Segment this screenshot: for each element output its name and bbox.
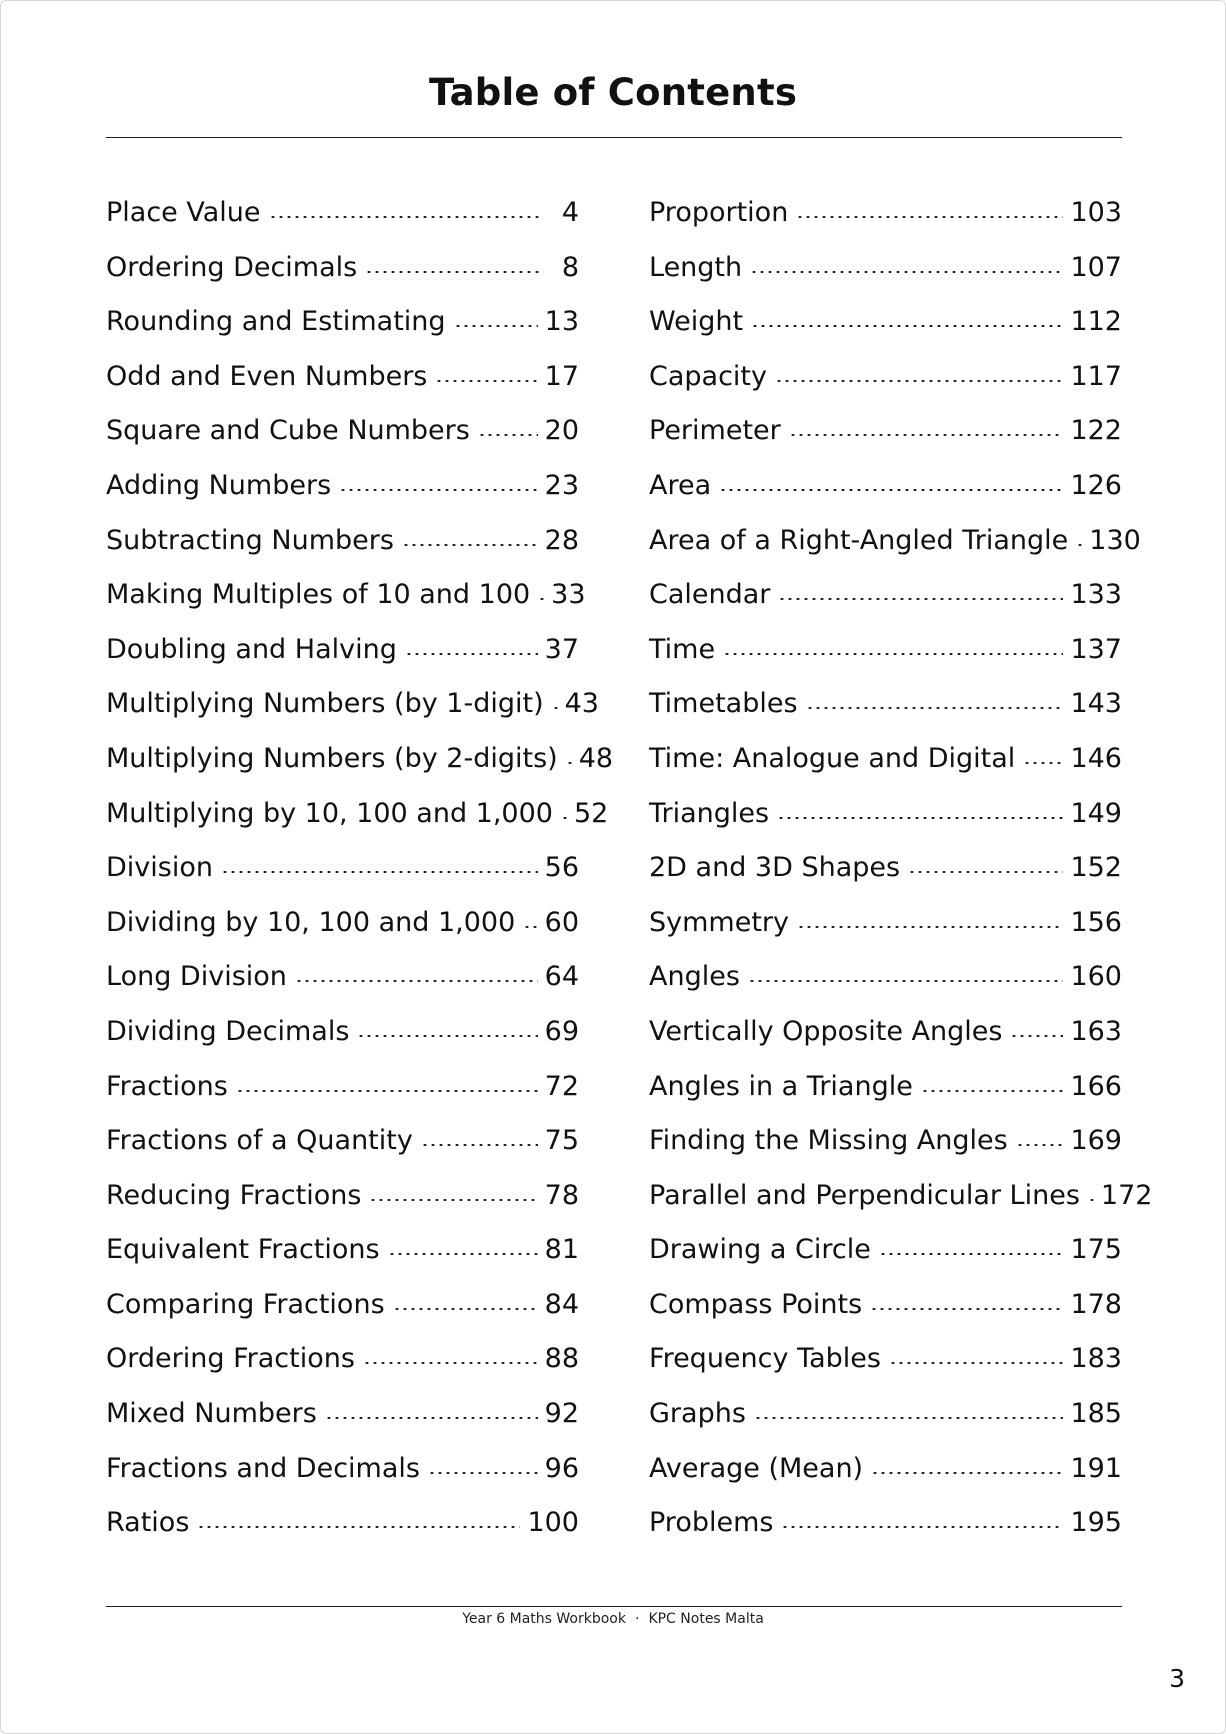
toc-entry-title: Time: Analogue and Digital [649, 742, 1016, 774]
toc-entry-page-number: 17 [544, 360, 579, 392]
toc-entry-page-number: 33 [551, 579, 586, 611]
toc-entry [106, 896, 579, 951]
toc-entry-title: Doubling and Halving [106, 633, 397, 665]
dot-leader [295, 980, 538, 982]
toc-entry [649, 1114, 1122, 1169]
dot-leader [221, 871, 538, 873]
toc-entry-page-number: 81 [544, 1234, 579, 1266]
toc-entry [649, 787, 1122, 842]
dot-leader [921, 1090, 1064, 1092]
dot-leader [369, 1199, 537, 1201]
toc-entry-page-number: 183 [1070, 1343, 1122, 1375]
dot-leader [388, 1253, 538, 1255]
toc-entry-page-number: 117 [1070, 360, 1122, 392]
dot-leader [750, 271, 1063, 273]
toc-entry-title: Ratios [106, 1507, 190, 1539]
dot-leader [789, 434, 1064, 436]
toc-entry-title: Calendar [649, 579, 771, 611]
dot-leader [552, 707, 558, 709]
toc-entry [106, 732, 614, 787]
dot-leader [454, 325, 538, 327]
toc-entry [106, 1060, 579, 1115]
toc-entry-title: Symmetry [649, 906, 789, 938]
toc-entry [106, 295, 579, 350]
toc-entry [649, 1060, 1122, 1115]
toc-entry [106, 514, 579, 569]
dot-leader [421, 1144, 538, 1146]
toc-entry-title: Adding Numbers [106, 469, 332, 501]
toc-entry-page-number: 88 [544, 1343, 579, 1375]
toc-entry-page-number: 160 [1070, 961, 1122, 993]
toc-entry-page-number: 172 [1100, 1179, 1153, 1211]
page-title: Table of Contents [428, 71, 798, 114]
dot-leader [402, 544, 538, 546]
dot-leader [435, 380, 537, 382]
dot-leader [357, 1035, 537, 1037]
toc-entry-page-number: 20 [544, 415, 579, 447]
toc-entry-page-number: 37 [544, 633, 579, 665]
dot-leader [197, 1526, 520, 1528]
toc-entry [106, 623, 579, 678]
dot-leader [1016, 1144, 1064, 1146]
toc-entry [649, 1332, 1122, 1387]
toc-entry-page-number: 152 [1070, 852, 1122, 884]
toc-left-column [106, 186, 614, 1551]
toc-entry-page-number: 195 [1070, 1507, 1122, 1539]
toc-entry-title: Parallel and Perpendicular Lines [649, 1179, 1080, 1211]
toc-entry-page-number: 107 [1070, 251, 1122, 283]
dot-leader [393, 1308, 538, 1310]
title-divider [106, 137, 1122, 138]
toc-entry-title: Length [649, 251, 743, 283]
toc-entry-page-number: 133 [1070, 579, 1122, 611]
toc-entry-title: Vertically Opposite Angles [649, 1015, 1003, 1047]
toc-entry [649, 186, 1122, 241]
dot-leader [363, 1362, 538, 1364]
toc-entry-page-number: 8 [561, 251, 579, 283]
dot-leader [889, 1362, 1064, 1364]
dot-leader [1088, 1199, 1094, 1201]
toc-entry-page-number: 143 [1070, 688, 1122, 720]
toc-entry [649, 1496, 1122, 1551]
toc-entry-page-number: 100 [527, 1507, 579, 1539]
toc-right-column [649, 186, 1153, 1551]
toc-entry-title: Capacity [649, 360, 767, 392]
toc-entry-title: Equivalent Fractions [106, 1234, 380, 1266]
toc-entry [106, 459, 579, 514]
toc-entry-page-number: 175 [1070, 1234, 1122, 1266]
toc-entry-page-number: 137 [1070, 633, 1122, 665]
toc-entry [649, 568, 1122, 623]
toc-entry-page-number: 191 [1070, 1452, 1122, 1484]
toc-entry [649, 623, 1122, 678]
dot-leader [723, 653, 1063, 655]
toc-entry-page-number: 166 [1070, 1070, 1122, 1102]
toc-entry [106, 1114, 579, 1169]
toc-entry-title: Odd and Even Numbers [106, 360, 428, 392]
toc-entry [649, 841, 1122, 896]
toc-entry-title: Problems [649, 1507, 774, 1539]
toc-entry [649, 241, 1122, 296]
dot-leader [325, 1417, 538, 1419]
toc-entry-title: Drawing a Circle [649, 1234, 871, 1266]
toc-entry-page-number: 126 [1070, 469, 1122, 501]
toc-entry [106, 841, 579, 896]
toc-entry-page-number: 78 [544, 1179, 579, 1211]
dot-leader [405, 653, 538, 655]
toc-entry-page-number: 75 [544, 1125, 579, 1157]
toc-entry [649, 950, 1122, 1005]
page-footer [1, 1608, 1225, 1630]
toc-entry-title: Area of a Right-Angled Triangle [649, 524, 1069, 556]
toc-entry-page-number: 146 [1070, 742, 1122, 774]
dot-leader [269, 216, 540, 218]
toc-entry [106, 568, 586, 623]
toc-entry [649, 896, 1122, 951]
dot-leader [751, 325, 1063, 327]
dot-leader [754, 1417, 1064, 1419]
dot-leader [871, 1472, 1063, 1474]
toc-entry-page-number: 84 [544, 1288, 579, 1320]
toc-entry [649, 1223, 1122, 1278]
toc-entry [106, 787, 609, 842]
dot-leader [719, 489, 1063, 491]
toc-entry-title: Proportion [649, 197, 789, 228]
toc-entry-page-number: 48 [578, 742, 614, 774]
dot-leader [777, 817, 1063, 819]
toc-entry-title: Rounding and Estimating [106, 306, 446, 338]
toc-entry [649, 295, 1122, 350]
dot-leader [236, 1090, 538, 1092]
toc-entry-title: Comparing Fractions [106, 1288, 385, 1320]
toc-entry-page-number: 13 [544, 306, 579, 338]
toc-entry-page-number: 23 [544, 469, 579, 501]
toc-entry-title: Angles in a Triangle [649, 1070, 913, 1102]
toc-entry-title: Multiplying Numbers (by 1-digit) [106, 688, 544, 720]
toc-entry-page-number: 43 [564, 688, 599, 720]
toc-entry-page-number: 156 [1070, 906, 1122, 938]
toc-entry-page-number: 122 [1070, 415, 1122, 447]
dot-leader [523, 926, 537, 928]
toc-entry [649, 1278, 1122, 1333]
footer-book-title: Year 6 Maths Workbook [462, 1611, 626, 1627]
toc-entry [106, 1005, 579, 1060]
toc-entry [649, 459, 1122, 514]
toc-entry [649, 1005, 1122, 1060]
footer-divider [106, 1606, 1122, 1607]
toc-entry-title: Triangles [649, 797, 770, 829]
toc-entry-title: Fractions [106, 1070, 228, 1102]
toc-entry [649, 1387, 1122, 1442]
toc-entry-page-number: 28 [544, 524, 579, 556]
dot-leader [428, 1472, 538, 1474]
toc-entry-page-number: 4 [561, 197, 579, 228]
toc-entry [106, 1169, 579, 1224]
toc-entry-title: Mixed Numbers [106, 1398, 317, 1430]
dot-leader [879, 1253, 1064, 1255]
toc-entry-title: Finding the Missing Angles [649, 1125, 1008, 1157]
dot-leader [561, 817, 567, 819]
dot-leader [748, 980, 1064, 982]
toc-entry-page-number: 69 [544, 1015, 579, 1047]
toc-entry-page-number: 130 [1089, 524, 1141, 556]
toc-entry [106, 1332, 579, 1387]
toc-entry-title: Division [106, 852, 213, 884]
toc-entry-title: Multiplying by 10, 100 and 1,000 [106, 797, 553, 829]
toc-entry-page-number: 52 [573, 797, 609, 829]
toc-entry-page-number: 72 [544, 1070, 579, 1102]
footer-publisher: KPC Notes Malta [648, 1611, 764, 1627]
toc-entry [649, 1169, 1153, 1224]
toc-entry [106, 950, 579, 1005]
toc-entry [106, 404, 579, 459]
toc-entry-title: Making Multiples of 10 and 100 [106, 579, 531, 611]
toc-entry-title: Long Division [106, 961, 287, 993]
toc-entry-page-number: 56 [544, 852, 579, 884]
dot-leader [1010, 1035, 1063, 1037]
dot-leader [478, 434, 538, 436]
toc-entry-page-number: 185 [1070, 1398, 1122, 1430]
dot-leader [1023, 762, 1063, 764]
dot-leader [796, 216, 1063, 218]
toc-entry-title: Square and Cube Numbers [106, 415, 470, 447]
toc-entry-title: Dividing Decimals [106, 1015, 350, 1047]
dot-leader [775, 380, 1063, 382]
toc-entry-title: Fractions and Decimals [106, 1452, 420, 1484]
toc-entry [649, 350, 1122, 405]
toc-entry-page-number: 178 [1070, 1288, 1122, 1320]
toc-entry-page-number: 112 [1070, 306, 1122, 338]
toc-entry-title: Compass Points [649, 1288, 863, 1320]
toc-entry-title: Place Value [106, 197, 261, 228]
toc-entry-title: Angles [649, 961, 740, 993]
page-number: 3 [1169, 1664, 1185, 1693]
dot-leader [1076, 544, 1082, 546]
toc-entry-title: Multiplying Numbers (by 2-digits) [106, 742, 558, 774]
toc-entry-title: Perimeter [649, 415, 781, 447]
toc-entry-title: Fractions of a Quantity [106, 1125, 413, 1157]
dot-leader [339, 489, 538, 491]
toc-entry-title: Ordering Decimals [106, 251, 358, 283]
toc-entry [106, 677, 599, 732]
toc-entry [106, 350, 579, 405]
toc-entry-title: Dividing by 10, 100 and 1,000 [106, 906, 516, 938]
toc-entry [649, 404, 1122, 459]
dot-leader [538, 598, 544, 600]
dot-leader [365, 271, 540, 273]
toc-entry-page-number: 149 [1070, 797, 1122, 829]
toc-entry [649, 677, 1122, 732]
toc-entry [106, 1278, 579, 1333]
toc-entry-page-number: 169 [1070, 1125, 1122, 1157]
dot-leader [806, 707, 1064, 709]
toc-entry [649, 732, 1122, 787]
toc-entry [106, 186, 579, 241]
toc-entry-title: Area [649, 469, 712, 501]
toc-entry-page-number: 92 [544, 1398, 579, 1430]
dot-leader [908, 871, 1063, 873]
dot-leader [870, 1308, 1063, 1310]
toc-entry-title: 2D and 3D Shapes [649, 852, 901, 884]
toc-entry [106, 241, 579, 296]
dot-leader [566, 762, 572, 764]
toc-entry-title: Subtracting Numbers [106, 524, 394, 556]
toc-entry-page-number: 60 [544, 906, 579, 938]
toc-entry-title: Ordering Fractions [106, 1343, 355, 1375]
toc-entry [106, 1387, 579, 1442]
toc-entry [106, 1442, 579, 1497]
toc-entry [106, 1496, 579, 1551]
toc-entry-page-number: 96 [544, 1452, 579, 1484]
toc-entry [106, 1223, 579, 1278]
toc-entry-page-number: 64 [544, 961, 579, 993]
toc-entry-title: Reducing Fractions [106, 1179, 362, 1211]
toc-entry [649, 514, 1141, 569]
dot-leader [781, 1526, 1063, 1528]
toc-entry-title: Graphs [649, 1398, 746, 1430]
toc-entry-page-number: 163 [1070, 1015, 1122, 1047]
toc-entry-title: Timetables [649, 688, 798, 720]
toc-entry-title: Average (Mean) [649, 1452, 864, 1484]
toc-entry-page-number: 103 [1070, 197, 1122, 228]
dot-leader [797, 926, 1063, 928]
toc-entry-title: Weight [649, 306, 744, 338]
toc-entry [649, 1442, 1122, 1497]
toc-entry-title: Time [649, 633, 716, 665]
footer-separator: · [634, 1611, 640, 1627]
toc-entry-title: Frequency Tables [649, 1343, 881, 1375]
dot-leader [778, 598, 1063, 600]
